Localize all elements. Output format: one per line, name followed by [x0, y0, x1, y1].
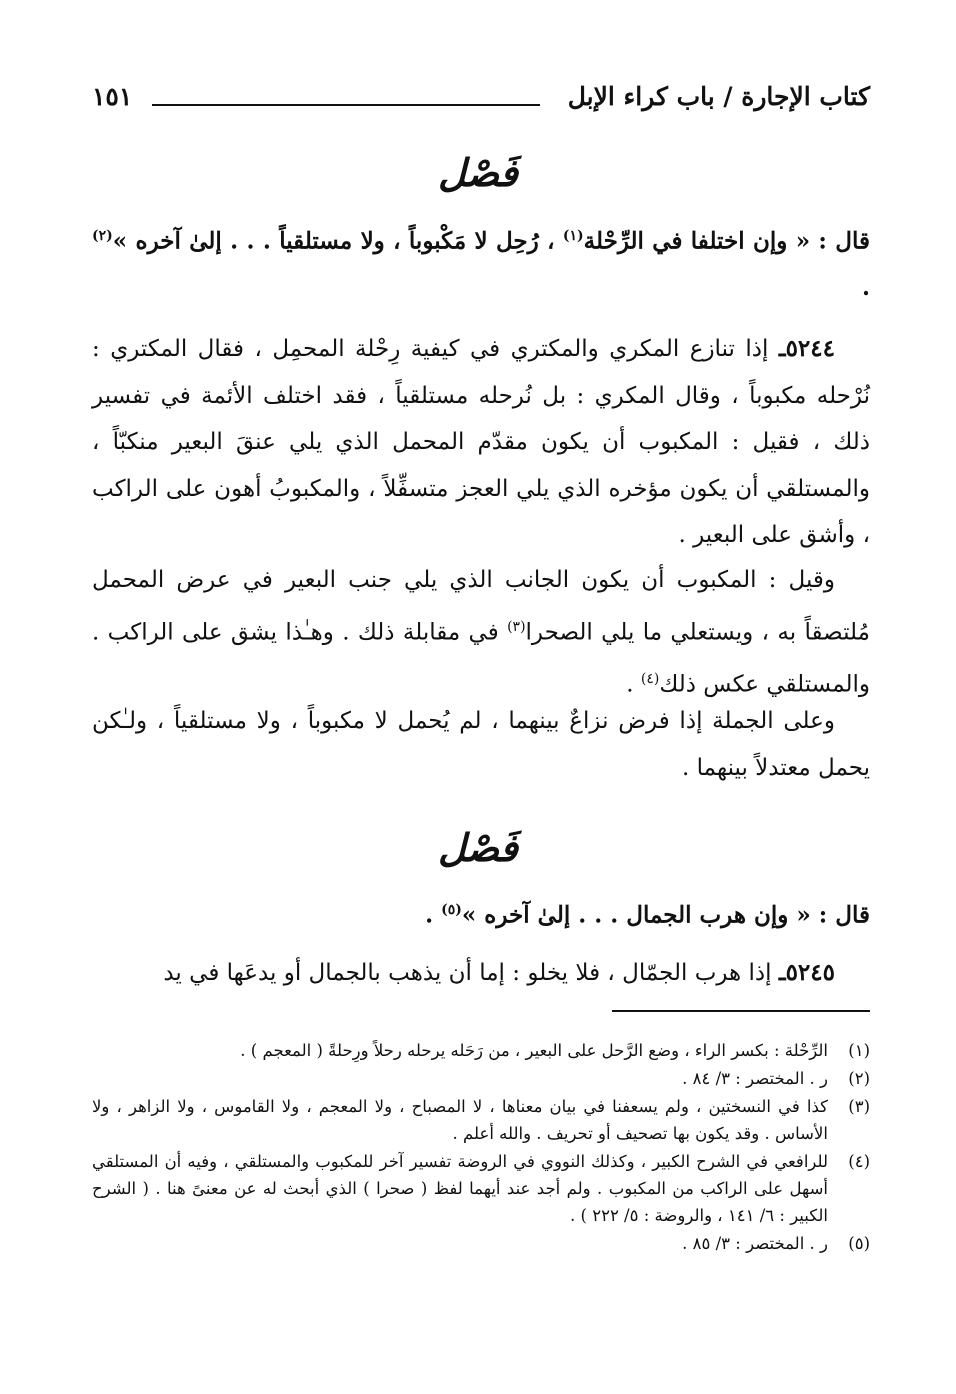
footnote-text: الرِّحْلة : بكسر الراء ، وضع الرَّحل على البعير ، من رَحَله يرحله رحلاً ورِحلةً ( المعجم ) . [240, 1041, 828, 1060]
footnote-separator [612, 1010, 870, 1012]
running-header [92, 82, 870, 122]
footnote-ref-1: (١) [562, 228, 584, 244]
paragraph-text: وقيل : المكبوب أن يكون الجانب الذي يلي جنب البعير في عرض المحمل مُلتصقاً به ، ويستعلي ما يلي الصحرا [92, 567, 870, 646]
qala-text: قال : « وإن اختلفا في الرِّحْلة [583, 227, 870, 255]
header-rule [152, 104, 540, 106]
footnote-item [92, 1037, 870, 1064]
footnote-number: (٤) [848, 1152, 870, 1171]
footnote-number: (٣) [848, 1097, 870, 1116]
footnote-text: للرافعي في الشرح الكبير ، وكذلك النووي في الروضة تفسير آخر للمكبوب والمستلقي ، وفيه أن المستلقي أسهل على الراكب من المكبوب . ولم أجد عند أيهما لفظ ( صحرا ) الذي أبحث له عن معنىً هنا . ( الشرح الكبير : ٦/ ١٤١ ، والروضة : ٥/ ٢٢٢ ) . [92, 1152, 828, 1225]
footnote-ref-2: (٢) [92, 228, 113, 244]
paragraph-number: ٥٢٤٤ـ [778, 335, 835, 362]
qala-end: . [861, 274, 870, 302]
section-heading-fasl: فَصْل [438, 150, 518, 195]
footnote-item [92, 1230, 870, 1257]
quoted-text-1 [92, 213, 870, 312]
paragraph-summary: وعلى الجملة إذا فرض نزاعٌ بينهما ، لم يُحمل لا مكبوباً ، ولا مستلقياً ، ولـٰكن يحمل معتدلاً بينهما . [92, 708, 870, 781]
footnote-item [92, 1148, 870, 1229]
footnote-number: (٢) [848, 1069, 870, 1088]
paragraph-text-cont: في مقابلة ذلك . وهـٰذا يشق على الراكب . والمستلقي عكس ذلك [92, 619, 870, 698]
qala-text: قال : « وإن هرب الجمال . . . إلىٰ آخره » [461, 901, 870, 929]
footnote-text: ر . المختصر : ٣/ ٨٤ . [682, 1069, 828, 1088]
quoted-text-2 [92, 887, 870, 939]
footnote-text: ر . المختصر : ٣/ ٨٥ . [682, 1234, 828, 1253]
footnote-text: كذا في النسختين ، ولم يسعفنا في بيان معناها ، لا المصباح ، ولا المعجم ، ولا القاموس ، ولا الزاهر ، ولا الأساس . وقد يكون بها تصحيف أو تحريف . والله أعلم . [92, 1097, 828, 1143]
qala-end: . [425, 901, 442, 929]
paragraph-qila [92, 557, 870, 708]
footnote-item [92, 1065, 870, 1092]
paragraph-5244 [92, 326, 870, 559]
paragraph-5245 [92, 950, 870, 997]
paragraph-text: إذا هرب الجمّال ، فلا يخلو : إما أن يذهب بالجمال أو يدعَها في يد [163, 960, 779, 986]
paragraph-number: ٥٢٤٥ـ [778, 959, 835, 986]
footnotes [92, 1037, 870, 1258]
section-heading-fasl-2: فَصْل [438, 825, 518, 870]
header-title: كتاب الإجارة / باب كراء الإبل [567, 82, 870, 111]
footnote-ref-3: (٣) [507, 618, 526, 635]
footnote-number: (٥) [848, 1234, 870, 1253]
paragraph-text: إذا تنازع المكري والمكتري في كيفية رِحْلة المحمِل ، فقال المكتري : نُرْحله مكبوباً ، وقال المكري : بل نُرحله مستلقياً ، فقد اختلف الأئمة في تفسير ذلك ، فقيل : المكبوب أن يكون مقدّم المحمل الذي يلي عنقَ البعير منكبّاً ، والمستلقي أن يكون مؤخره الذي يلي العجز متسفِّلاً ، والمكبوبُ أهون على الراكب ، وأشق على البعير . [92, 336, 870, 548]
paragraph-end: . [626, 671, 641, 698]
page-number: ١٥١ [92, 82, 133, 111]
footnote-item [92, 1093, 870, 1147]
qala-text-cont: ، رُحِل لا مَكْبوباً ، ولا مستلقياً . . . إلىٰ آخره » [112, 227, 563, 255]
footnote-ref-5: (٥) [441, 902, 462, 918]
footnote-number: (١) [848, 1041, 870, 1060]
footnote-ref-4: (٤) [640, 670, 660, 687]
